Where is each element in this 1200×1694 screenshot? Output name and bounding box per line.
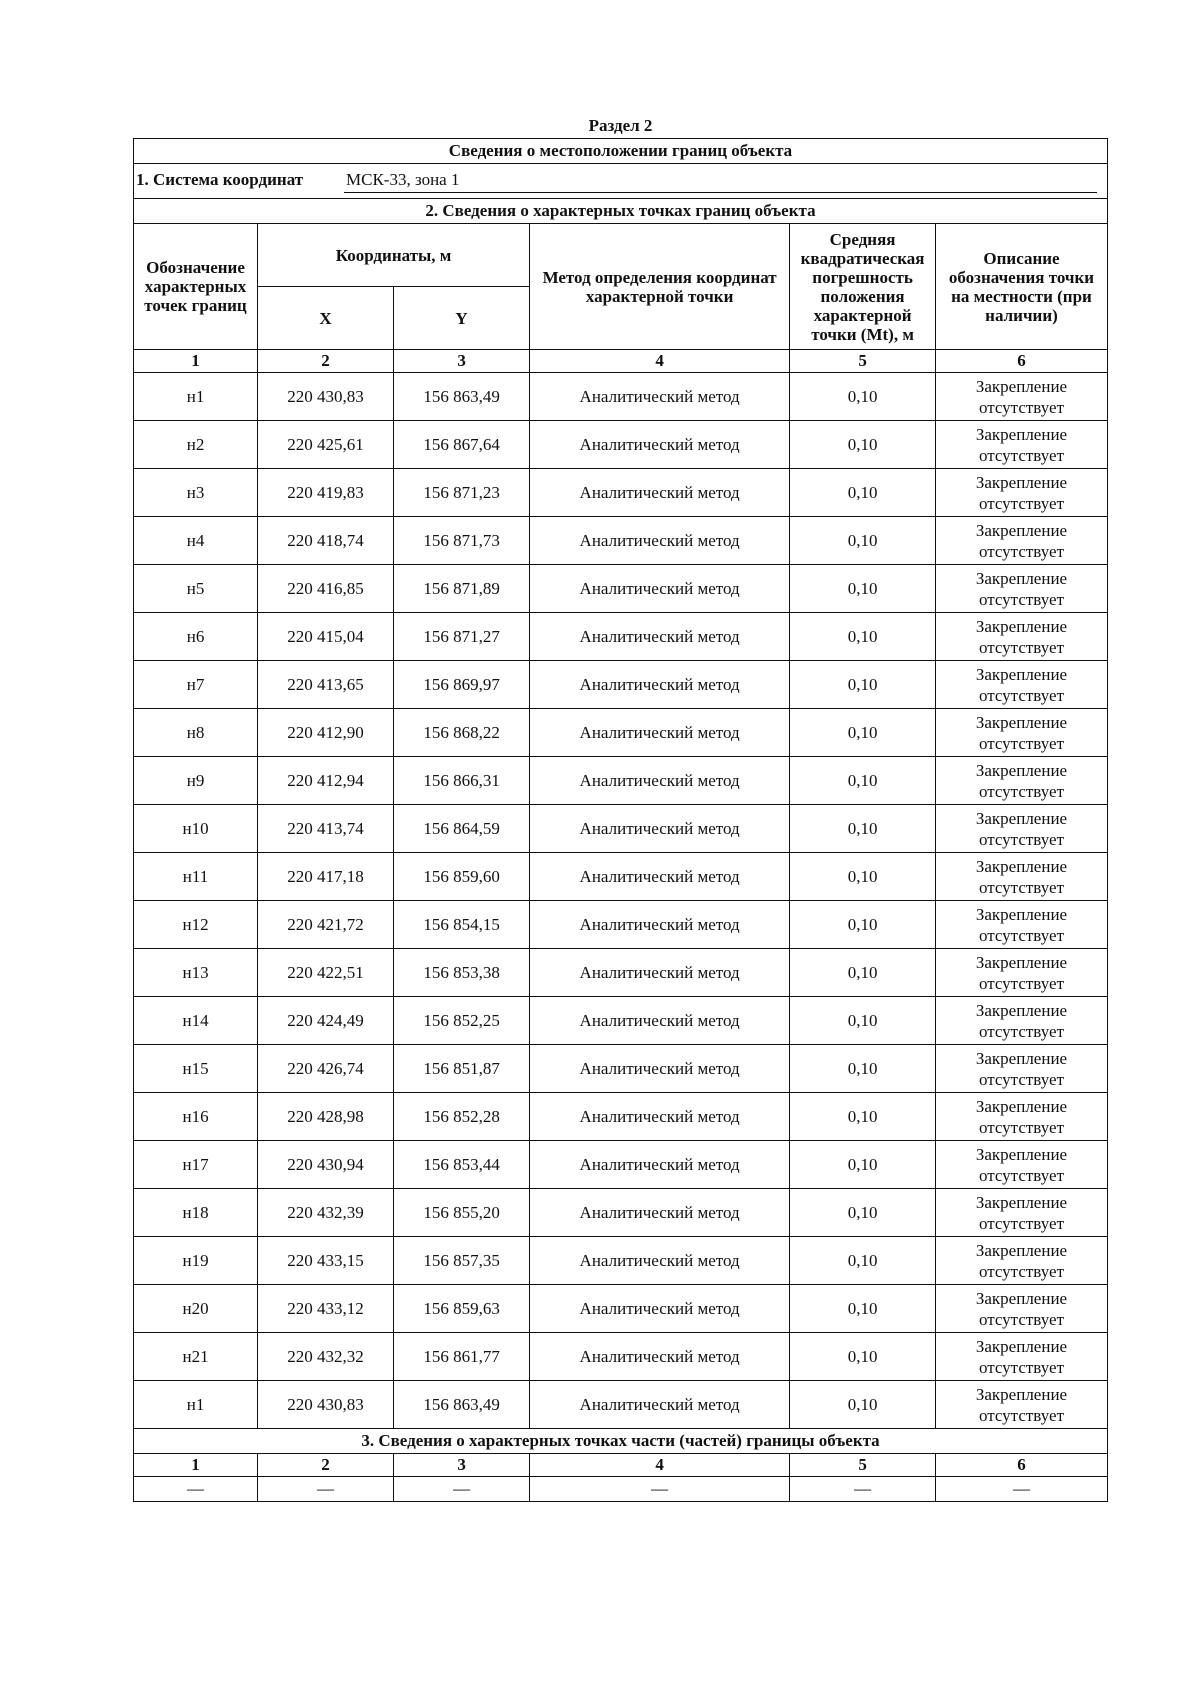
description-line: Закрепление (975, 376, 1068, 396)
coordinate-x: 220 433,15 (258, 1237, 394, 1285)
coordinate-y: 156 871,23 (394, 469, 530, 517)
determination-method: Аналитический метод (530, 613, 790, 661)
point-description (935, 1141, 1107, 1189)
description-line: отсутствует (978, 541, 1064, 561)
point-designation: н7 (134, 661, 258, 709)
point-description (935, 997, 1107, 1045)
coordinate-y: 156 866,31 (394, 757, 530, 805)
coordinate-y: 156 852,25 (394, 997, 530, 1045)
table-row (134, 469, 1108, 517)
mean-square-error: 0,10 (790, 805, 936, 853)
point-description (935, 949, 1107, 997)
description-line: Закрепление (975, 520, 1068, 540)
determination-method: Аналитический метод (530, 709, 790, 757)
point-designation: н12 (134, 901, 258, 949)
empty-dash: — (935, 1477, 1107, 1502)
coordinate-x: 220 430,94 (258, 1141, 394, 1189)
description-line: отсутствует (978, 925, 1064, 945)
point-designation: н1 (134, 1381, 258, 1429)
determination-method: Аналитический метод (530, 853, 790, 901)
coordinate-y: 156 853,38 (394, 949, 530, 997)
mean-square-error: 0,10 (790, 1381, 936, 1429)
description-line: Закрепление (975, 952, 1068, 972)
table-row (134, 565, 1108, 613)
table-row (134, 373, 1108, 421)
description-line: отсутствует (978, 877, 1064, 897)
description-line: Закрепление (975, 472, 1068, 492)
point-description (935, 901, 1107, 949)
coordinate-y: 156 859,63 (394, 1285, 530, 1333)
table-row (134, 613, 1108, 661)
point-description (935, 1093, 1107, 1141)
coordinate-x: 220 419,83 (258, 469, 394, 517)
table-title: Сведения о местоположении границ объекта (134, 139, 1108, 164)
description-line: отсутствует (978, 1309, 1064, 1329)
column-number: 5 (790, 1454, 936, 1477)
mean-square-error: 0,10 (790, 997, 936, 1045)
description-line: Закрепление (975, 1144, 1068, 1164)
column-number: 2 (258, 1454, 394, 1477)
table-row (134, 1285, 1108, 1333)
coordinate-x: 220 432,39 (258, 1189, 394, 1237)
description-line: Закрепление (975, 712, 1068, 732)
header-error: Средняя квадратическая погрешность положения характерной точки (Mt), м (790, 224, 936, 350)
coordinate-y: 156 863,49 (394, 1381, 530, 1429)
mean-square-error: 0,10 (790, 1333, 936, 1381)
mean-square-error: 0,10 (790, 1093, 936, 1141)
header-method: Метод определения координат характерной точки (530, 224, 790, 350)
empty-dash: — (258, 1477, 394, 1502)
point-designation: н20 (134, 1285, 258, 1333)
empty-dash: — (790, 1477, 936, 1502)
header-point-designation: Обозначение характерных точек границ (134, 224, 258, 350)
point-designation: н6 (134, 613, 258, 661)
coordinate-y: 156 864,59 (394, 805, 530, 853)
description-line: Закрепление (975, 664, 1068, 684)
determination-method: Аналитический метод (530, 1093, 790, 1141)
table-row (134, 757, 1108, 805)
column-number: 6 (935, 350, 1107, 373)
description-line: отсутствует (978, 1021, 1064, 1041)
point-designation: н16 (134, 1093, 258, 1141)
header-x: X (258, 287, 394, 350)
coordinate-system-underline (344, 192, 1097, 193)
description-line: Закрепление (975, 808, 1068, 828)
description-line: отсутствует (978, 1165, 1064, 1185)
description-line: Закрепление (975, 1192, 1068, 1212)
mean-square-error: 0,10 (790, 1237, 936, 1285)
header-description: Описание обозначения точки на местности (при наличии) (935, 224, 1107, 350)
determination-method: Аналитический метод (530, 1381, 790, 1429)
coordinate-x: 220 425,61 (258, 421, 394, 469)
description-line: отсутствует (978, 1069, 1064, 1089)
boundary-points-table (133, 138, 1108, 1502)
mean-square-error: 0,10 (790, 1045, 936, 1093)
description-line: отсутствует (978, 685, 1064, 705)
point-designation: н10 (134, 805, 258, 853)
column-number: 5 (790, 350, 936, 373)
coordinate-x: 220 421,72 (258, 901, 394, 949)
point-designation: н21 (134, 1333, 258, 1381)
coordinate-y: 156 857,35 (394, 1237, 530, 1285)
description-line: Закрепление (975, 568, 1068, 588)
point-designation: н2 (134, 421, 258, 469)
mean-square-error: 0,10 (790, 517, 936, 565)
description-line: Закрепление (975, 856, 1068, 876)
table-row (134, 949, 1108, 997)
column-number: 1 (134, 350, 258, 373)
column-number: 4 (530, 350, 790, 373)
coordinate-y: 156 868,22 (394, 709, 530, 757)
determination-method: Аналитический метод (530, 565, 790, 613)
coordinate-system-row (134, 164, 1108, 199)
table-row (134, 853, 1108, 901)
coordinate-x: 220 430,83 (258, 1381, 394, 1429)
point-description (935, 613, 1107, 661)
point-description (935, 565, 1107, 613)
table-row (134, 517, 1108, 565)
coordinate-y: 156 861,77 (394, 1333, 530, 1381)
coordinate-x: 220 417,18 (258, 853, 394, 901)
description-line: Закрепление (975, 904, 1068, 924)
mean-square-error: 0,10 (790, 1189, 936, 1237)
mean-square-error: 0,10 (790, 1285, 936, 1333)
description-line: Закрепление (975, 1384, 1068, 1404)
point-designation: н3 (134, 469, 258, 517)
mean-square-error: 0,10 (790, 949, 936, 997)
coordinate-x: 220 430,83 (258, 373, 394, 421)
point-designation: н5 (134, 565, 258, 613)
column-number: 3 (394, 350, 530, 373)
subsection-3-empty-row (134, 1477, 1108, 1502)
table-row (134, 901, 1108, 949)
table-row (134, 805, 1108, 853)
point-description (935, 1189, 1107, 1237)
description-line: Закрепление (975, 1336, 1068, 1356)
determination-method: Аналитический метод (530, 805, 790, 853)
mean-square-error: 0,10 (790, 709, 936, 757)
point-description (935, 1381, 1107, 1429)
mean-square-error: 0,10 (790, 421, 936, 469)
determination-method: Аналитический метод (530, 1333, 790, 1381)
coordinate-y: 156 871,27 (394, 613, 530, 661)
point-designation: н15 (134, 1045, 258, 1093)
description-line: Закрепление (975, 1288, 1068, 1308)
mean-square-error: 0,10 (790, 1141, 936, 1189)
coordinate-y: 156 867,64 (394, 421, 530, 469)
coordinate-y: 156 859,60 (394, 853, 530, 901)
point-designation: н1 (134, 373, 258, 421)
column-number: 4 (530, 1454, 790, 1477)
determination-method: Аналитический метод (530, 997, 790, 1045)
coordinate-x: 220 415,04 (258, 613, 394, 661)
description-line: Закрепление (975, 1048, 1068, 1068)
table-row (134, 661, 1108, 709)
mean-square-error: 0,10 (790, 901, 936, 949)
table-row (134, 1045, 1108, 1093)
coordinate-x: 220 426,74 (258, 1045, 394, 1093)
table-row (134, 997, 1108, 1045)
description-line: отсутствует (978, 973, 1064, 993)
mean-square-error: 0,10 (790, 853, 936, 901)
table-row (134, 1093, 1108, 1141)
coordinate-x: 220 422,51 (258, 949, 394, 997)
determination-method: Аналитический метод (530, 1141, 790, 1189)
mean-square-error: 0,10 (790, 757, 936, 805)
coordinate-x: 220 432,32 (258, 1333, 394, 1381)
point-description (935, 373, 1107, 421)
coordinate-y: 156 871,89 (394, 565, 530, 613)
column-number: 6 (935, 1454, 1107, 1477)
point-description (935, 1285, 1107, 1333)
description-line: Закрепление (975, 760, 1068, 780)
header-y: Y (394, 287, 530, 350)
mean-square-error: 0,10 (790, 373, 936, 421)
point-designation: н13 (134, 949, 258, 997)
determination-method: Аналитический метод (530, 421, 790, 469)
column-number: 3 (394, 1454, 530, 1477)
mean-square-error: 0,10 (790, 565, 936, 613)
column-numbers-row (134, 350, 1108, 373)
point-designation: н11 (134, 853, 258, 901)
point-designation: н14 (134, 997, 258, 1045)
determination-method: Аналитический метод (530, 1237, 790, 1285)
coordinate-x: 220 424,49 (258, 997, 394, 1045)
subsection-3-column-numbers-row (134, 1454, 1108, 1477)
mean-square-error: 0,10 (790, 661, 936, 709)
point-description (935, 421, 1107, 469)
point-designation: н4 (134, 517, 258, 565)
coordinate-system-label: 1. Система координат (136, 170, 304, 189)
coordinate-y: 156 852,28 (394, 1093, 530, 1141)
empty-dash: — (134, 1477, 258, 1502)
point-designation: н8 (134, 709, 258, 757)
table-row (134, 1333, 1108, 1381)
coordinate-y: 156 869,97 (394, 661, 530, 709)
point-designation: н18 (134, 1189, 258, 1237)
point-description (935, 469, 1107, 517)
point-description (935, 1333, 1107, 1381)
description-line: отсутствует (978, 1261, 1064, 1281)
mean-square-error: 0,10 (790, 613, 936, 661)
empty-dash: — (530, 1477, 790, 1502)
coordinate-x: 220 416,85 (258, 565, 394, 613)
point-description (935, 853, 1107, 901)
coordinate-x: 220 412,90 (258, 709, 394, 757)
description-line: отсутствует (978, 493, 1064, 513)
determination-method: Аналитический метод (530, 757, 790, 805)
coordinate-y: 156 853,44 (394, 1141, 530, 1189)
point-description (935, 517, 1107, 565)
description-line: отсутствует (978, 637, 1064, 657)
determination-method: Аналитический метод (530, 661, 790, 709)
table-row (134, 1237, 1108, 1285)
point-description (935, 805, 1107, 853)
description-line: Закрепление (975, 616, 1068, 636)
subsection-3-title: 3. Сведения о характерных точках части (частей) границы объекта (134, 1429, 1108, 1454)
column-number: 2 (258, 350, 394, 373)
coordinate-x: 220 428,98 (258, 1093, 394, 1141)
empty-dash: — (394, 1477, 530, 1502)
description-line: отсутствует (978, 589, 1064, 609)
description-line: отсутствует (978, 1405, 1064, 1425)
coordinate-y: 156 851,87 (394, 1045, 530, 1093)
description-line: отсутствует (978, 1357, 1064, 1377)
table-row (134, 1381, 1108, 1429)
description-line: Закрепление (975, 1000, 1068, 1020)
table-row (134, 1141, 1108, 1189)
determination-method: Аналитический метод (530, 373, 790, 421)
point-description (935, 709, 1107, 757)
mean-square-error: 0,10 (790, 469, 936, 517)
section-heading: Раздел 2 (588, 116, 653, 135)
point-description (935, 1237, 1107, 1285)
coordinate-system-value: МСК-33, зона 1 (346, 170, 460, 189)
description-line: Закрепление (975, 1240, 1068, 1260)
coordinate-x: 220 412,94 (258, 757, 394, 805)
coordinate-y: 156 871,73 (394, 517, 530, 565)
coordinate-x: 220 433,12 (258, 1285, 394, 1333)
table-row (134, 709, 1108, 757)
description-line: отсутствует (978, 397, 1064, 417)
description-line: отсутствует (978, 1213, 1064, 1233)
point-description (935, 661, 1107, 709)
determination-method: Аналитический метод (530, 949, 790, 997)
coordinate-y: 156 863,49 (394, 373, 530, 421)
coordinate-x: 220 413,74 (258, 805, 394, 853)
description-line: Закрепление (975, 1096, 1068, 1116)
coordinate-y: 156 855,20 (394, 1189, 530, 1237)
column-number: 1 (134, 1454, 258, 1477)
point-description (935, 1045, 1107, 1093)
header-coordinates: Координаты, м (258, 224, 530, 287)
determination-method: Аналитический метод (530, 1189, 790, 1237)
description-line: отсутствует (978, 445, 1064, 465)
coordinate-x: 220 418,74 (258, 517, 394, 565)
determination-method: Аналитический метод (530, 1285, 790, 1333)
description-line: отсутствует (978, 781, 1064, 801)
point-description (935, 757, 1107, 805)
description-line: Закрепление (975, 424, 1068, 444)
point-designation: н19 (134, 1237, 258, 1285)
table-row (134, 1189, 1108, 1237)
determination-method: Аналитический метод (530, 469, 790, 517)
subsection-2-title: 2. Сведения о характерных точках границ объекта (134, 199, 1108, 224)
table-row (134, 421, 1108, 469)
coordinate-x: 220 413,65 (258, 661, 394, 709)
description-line: отсутствует (978, 829, 1064, 849)
description-line: отсутствует (978, 733, 1064, 753)
determination-method: Аналитический метод (530, 517, 790, 565)
point-designation: н17 (134, 1141, 258, 1189)
document-page (133, 116, 1108, 1502)
determination-method: Аналитический метод (530, 1045, 790, 1093)
point-designation: н9 (134, 757, 258, 805)
description-line: отсутствует (978, 1117, 1064, 1137)
coordinate-y: 156 854,15 (394, 901, 530, 949)
determination-method: Аналитический метод (530, 901, 790, 949)
